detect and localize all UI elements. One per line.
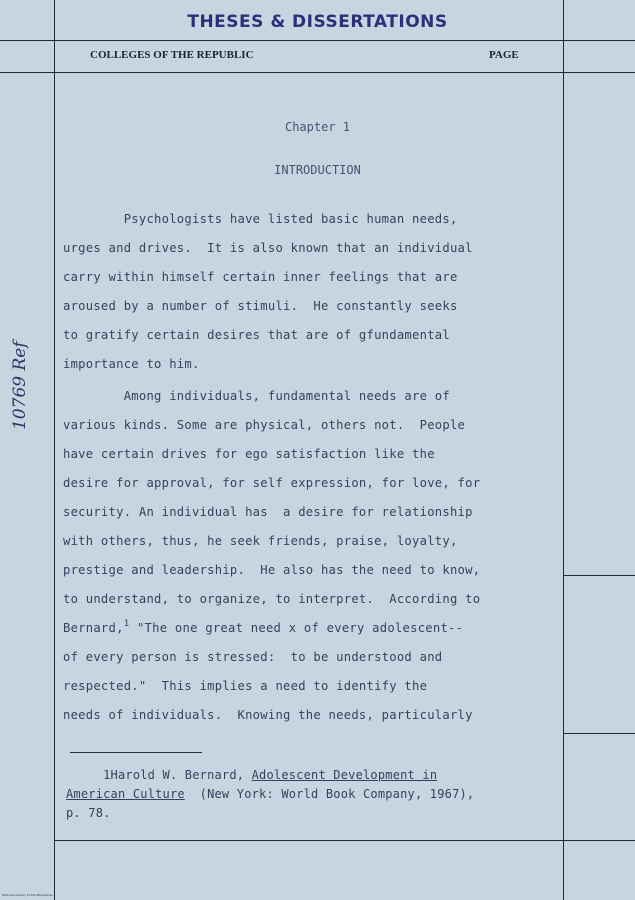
footnote-line xyxy=(66,768,437,782)
body-line: respected." This implies a need to identify the xyxy=(63,679,428,693)
body-line: to understand, to organize, to interpret. According to xyxy=(63,592,481,606)
form-title: THESES & DISSERTATIONS xyxy=(187,12,448,32)
footnote-separator xyxy=(70,752,202,753)
body-line: various kinds. Some are physical, others not. People xyxy=(63,418,466,432)
body-line: Among individuals, fundamental needs are of xyxy=(63,389,450,403)
body-line-rest: "The one great need x of every adolescent-- xyxy=(129,621,464,635)
right-box-rule-1 xyxy=(563,575,635,576)
body-line: have certain drives for ego satisfaction like the xyxy=(63,447,435,461)
form-subtitle: COLLEGES OF THE REPUBLIC xyxy=(90,49,254,61)
body-line: importance to him. xyxy=(63,357,200,371)
body-line: to gratify certain desires that are of gfundamental xyxy=(63,328,450,342)
footnote-book-title: Adolescent Development in xyxy=(251,768,438,782)
body-line: Psychologists have listed basic human needs, xyxy=(63,212,458,226)
body-line-bernard xyxy=(63,621,463,635)
body-line: urges and drives. It is also known that an individual xyxy=(63,241,473,255)
footnote-book-title-cont: American Culture xyxy=(66,787,185,801)
body-line: carry within himself certain inner feelings that are xyxy=(63,270,458,284)
handwritten-accession-note: 10769 Ref xyxy=(10,341,30,430)
body-line: needs of individuals. Knowing the needs, particularly xyxy=(63,708,473,722)
header-rule-bottom xyxy=(0,72,635,73)
body-line-start: Bernard, xyxy=(63,621,124,635)
right-box-rule-2 xyxy=(563,733,635,734)
footer-rule xyxy=(54,840,635,841)
left-margin-rule xyxy=(54,0,55,900)
chapter-number: Chapter 1 xyxy=(284,120,351,134)
page-label: PAGE xyxy=(489,49,519,61)
body-line: desire for approval, for self expression, for love, for xyxy=(63,476,481,490)
scan-credit: National Library of the Philippines xyxy=(2,893,53,897)
footnote-line xyxy=(66,787,474,801)
chapter-title: INTRODUCTION xyxy=(274,163,361,177)
footnote-line: p. 78. xyxy=(66,806,111,820)
body-line: of every person is stressed: to be understood and xyxy=(63,650,443,664)
header-rule-top xyxy=(0,40,635,41)
body-line: with others, thus, he seek friends, praise, loyalty, xyxy=(63,534,458,548)
body-line: prestige and leadership. He also has the need to know, xyxy=(63,563,481,577)
footnote-marker: 1 xyxy=(123,619,130,629)
footnote-publisher: (New York: World Book Company, 1967), xyxy=(184,787,475,801)
right-margin-rule xyxy=(563,0,564,900)
body-line: aroused by a number of stimuli. He constantly seeks xyxy=(63,299,458,313)
body-line: security. An individual has a desire for relationship xyxy=(63,505,473,519)
footnote-author: 1Harold W. Bernard, xyxy=(66,768,252,782)
